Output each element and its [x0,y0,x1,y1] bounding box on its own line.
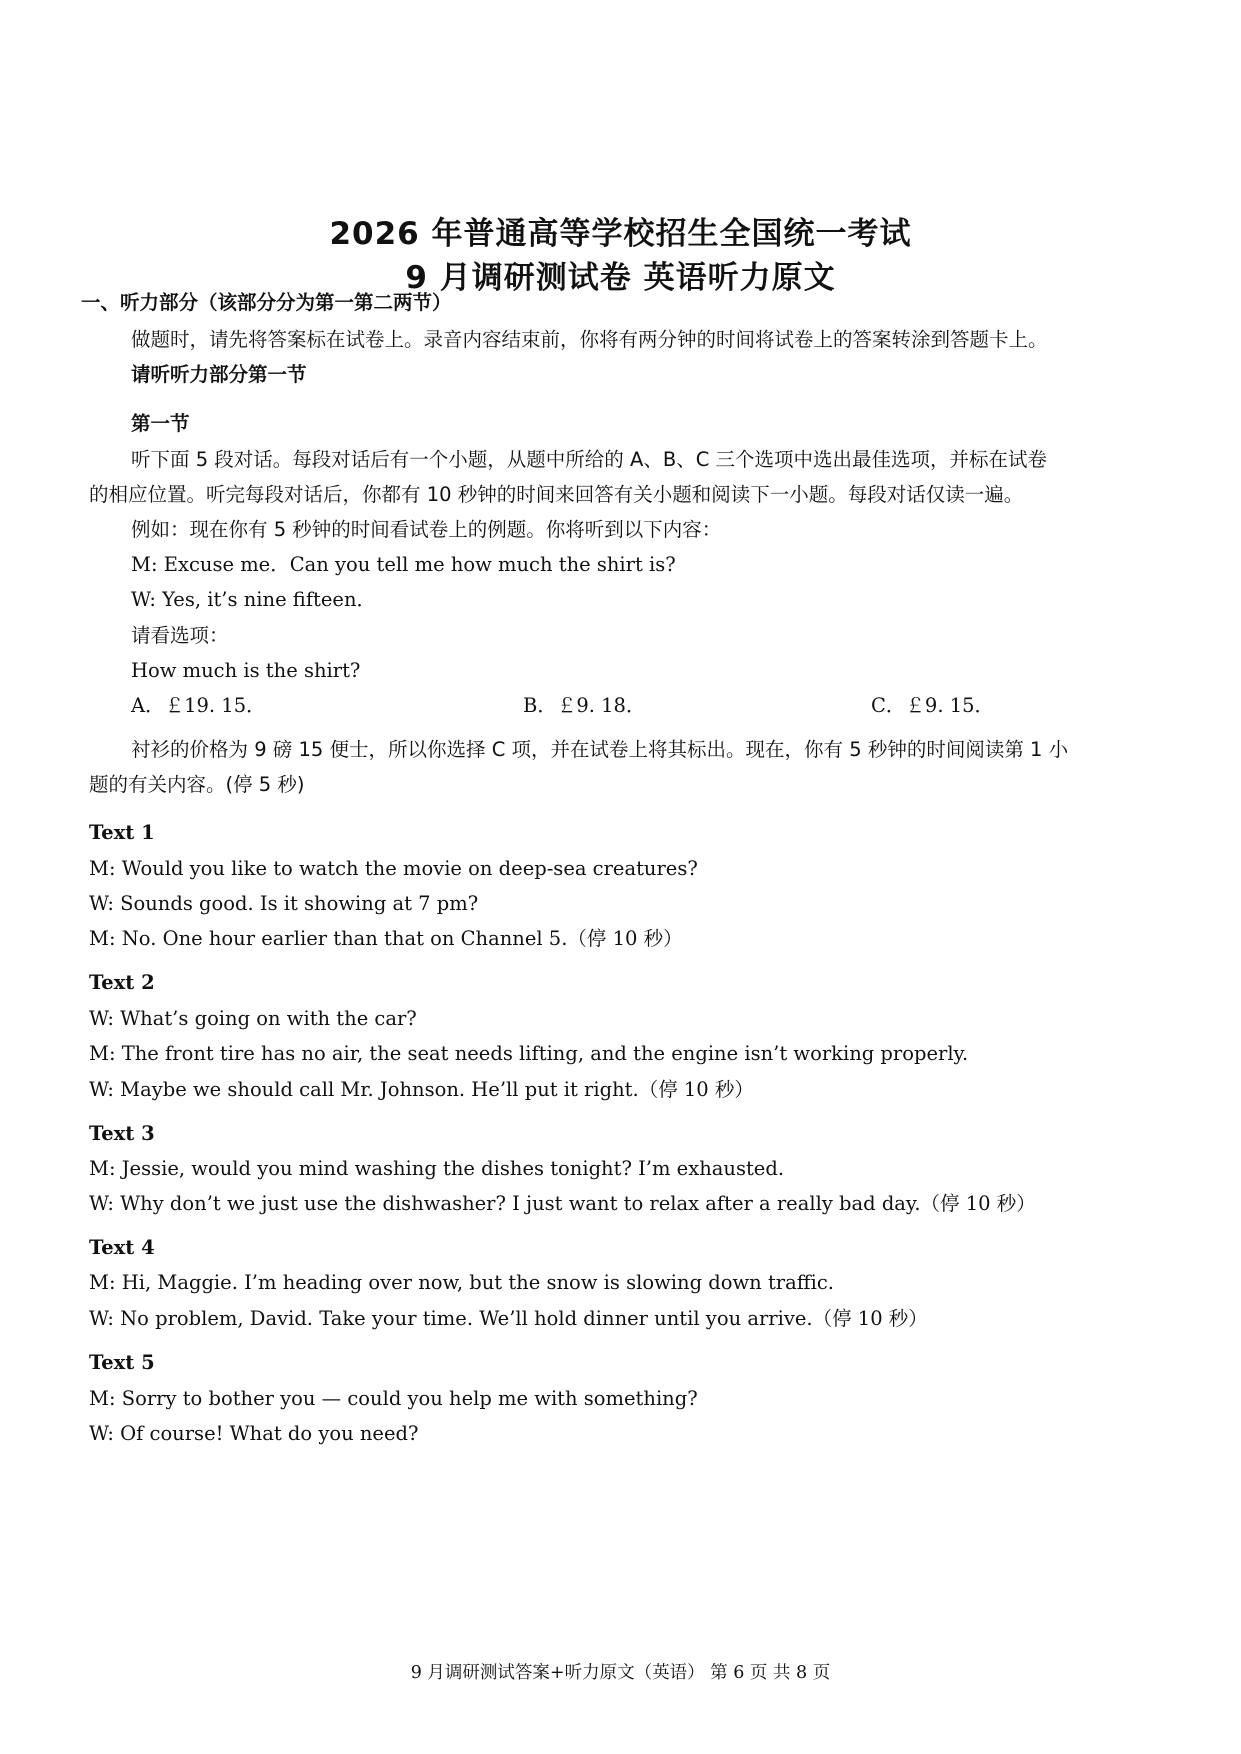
text-1-line-2: W: Sounds good. Is it showing at 7 pm? [89,892,479,915]
example-option-b: B．￡9. 18． [523,694,646,717]
example-option-a: A．￡19. 15． [131,694,266,717]
text-3-line-1: M: Jessie, would you mind washing the dishes tonight? I’m exhausted. [89,1157,785,1180]
text-4-line-2: W: No problem, David. Take your time. We’ll hold dinner until you arrive.（停 10 秒） [89,1307,928,1330]
document-title-line-2: 9 月调研测试卷 英语听力原文 [405,260,836,296]
text-2-line-2: M: The front tire has no air, the seat needs lifting, and the engine isn’t working properly. [89,1042,969,1065]
text-3-label: Text 3 [89,1122,155,1145]
text-1-line-1: M: Would you like to watch the movie on deep-sea creatures? [89,857,698,880]
text-1-label: Text 1 [89,821,155,844]
text-4-label: Text 4 [89,1236,155,1259]
text-5-line-1: M: Sorry to bother you — could you help me with something? [89,1387,698,1410]
example-explanation-line-1: 衬衫的价格为 9 磅 15 便士，所以你选择 C 项，并在试卷上将其标出。现在，你有 5 秒钟的时间阅读第 1 小 [131,738,1069,761]
example-question: How much is the shirt? [131,659,361,682]
example-option-c: C．￡9. 15． [871,694,995,717]
section-instruction: 做题时，请先将答案标在试卷上。录音内容结束前，你将有两分钟的时间将试卷上的答案转涂到答题卡上。 [131,328,1048,351]
section-heading: 一、听力部分（该部分分为第一第二两节） [81,291,452,314]
example-explanation-line-2: 题的有关内容。(停 5 秒) [89,773,305,796]
part-description-line-1: 听下面 5 段对话。每段对话后有一个小题，从题中所给的 A、B、C 三个选项中选出最佳选项，并标在试卷 [131,448,1048,471]
page-footer: 9 月调研测试答案+听力原文（英语） 第 6 页 共 8 页 [410,1663,831,1683]
text-2-line-3: W: Maybe we should call Mr. Johnson. He’ll put it right.（停 10 秒） [89,1078,754,1101]
text-2-line-1: W: What’s going on with the car? [89,1007,417,1030]
document-title-line-1: 2026 年普通高等学校招生全国统一考试 [329,216,912,252]
text-5-line-2: W: Of course! What do you need? [89,1422,419,1445]
text-2-label: Text 2 [89,971,155,994]
text-4-line-1: M: Hi, Maggie. I’m heading over now, but the snow is slowing down traffic. [89,1271,834,1294]
text-1-line-3: M: No. One hour earlier than that on Channel 5.（停 10 秒） [89,927,683,950]
part-label: 第一节 [131,412,190,435]
listen-prompt: 请听听力部分第一节 [131,363,307,386]
text-3-line-2: W: Why don’t we just use the dishwasher? I just want to relax after a really bad day.（停 10 秒） [89,1192,1036,1215]
part-description-line-2: 的相应位置。听完每段对话后，你都有 10 秒钟的时间来回答有关小题和阅读下一小题。每段对话仅读一遍。 [89,483,1024,506]
example-intro: 例如：现在你有 5 秒钟的时间看试卷上的例题。你将听到以下内容： [131,518,722,541]
example-dialogue-w: W: Yes, it’s nine fifteen． [131,588,377,611]
example-dialogue-m: M: Excuse me．Can you tell me how much the shirt is? [131,553,676,576]
text-5-label: Text 5 [89,1351,155,1374]
example-look-options: 请看选项： [131,624,229,647]
